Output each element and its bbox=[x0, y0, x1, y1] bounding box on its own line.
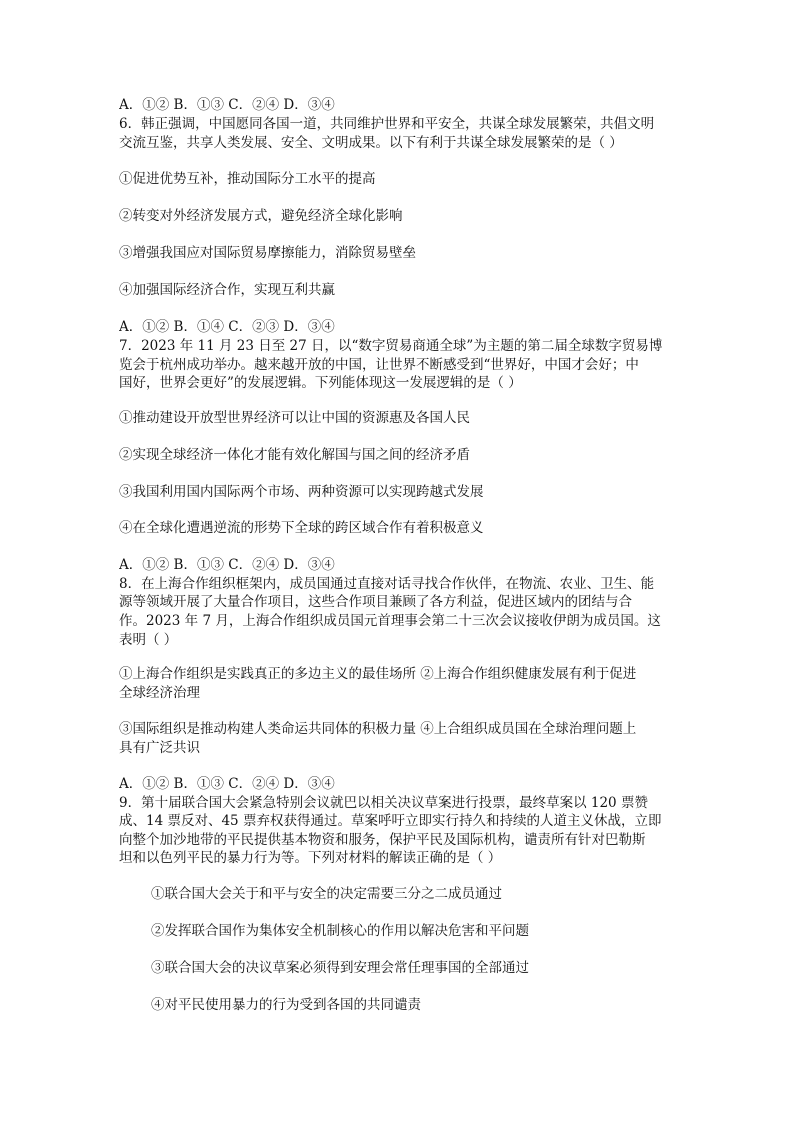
q9-option-2: ②发挥联合国作为集体安全机制核心的作用以解决危害和平问题 bbox=[151, 923, 529, 939]
q5-choices: A．①② B．①③ C．②④ D．③④ bbox=[119, 97, 335, 113]
q7-choices: A．①② B．①③ C．②④ D．③④ bbox=[119, 557, 335, 573]
q9-stem-line-1: 9．第十届联合国大会紧急特别会议就巴以相关决议草案进行投票，最终草案以 120 票赞 bbox=[119, 795, 648, 811]
q9-stem-line-3: 向整个加沙地带的平民提供基本物资和服务，保护平民及国际机构，谴责所有针对巴勒斯 bbox=[119, 832, 646, 848]
q7-option-4: ④在全球化遭遇逆流的形势下全球的跨区域合作有着积极意义 bbox=[119, 520, 484, 536]
q8-options-1-2-line-1: ①上海合作组织是实践真正的多边主义的最佳场所 ②上海合作组织健康发展有利于促进 bbox=[119, 666, 637, 682]
q6-option-1: ①促进优势互补，推动国际分工水平的提高 bbox=[119, 171, 376, 187]
q8-choices: A．①② B．①③ C．②④ D．③④ bbox=[119, 776, 335, 792]
q9-option-1: ①联合国大会关于和平与安全的决定需要三分之二成员通过 bbox=[151, 886, 502, 902]
q8-stem-line-4: 表明（ ） bbox=[119, 632, 178, 648]
q8-stem-line-3: 作。2023 年 7 月，上海合作组织成员国元首理事会第二十三次会议接收伊朗为成员国。这 bbox=[119, 613, 661, 629]
q8-stem-line-1: 8．在上海合作组织框架内，成员国通过直接对话寻找合作伙伴，在物流、农业、卫生、能 bbox=[119, 576, 655, 592]
q9-option-3: ③联合国大会的决议草案必须得到安理会常任理事国的全部通过 bbox=[151, 960, 529, 976]
q6-choices: A．①② B．①④ C．②③ D．③④ bbox=[119, 319, 335, 335]
q7-stem-line-2: 览会于杭州成功举办。越来越开放的中国，让世界不断感受到“世界好，中国才会好；中 bbox=[119, 357, 639, 373]
q7-option-1: ①推动建设开放型世界经济可以让中国的资源惠及各国人民 bbox=[119, 410, 470, 426]
q6-stem-line-2: 交流互鉴，共享人类发展、安全、文明成果。以下有利于共谋全球发展繁荣的是（ ） bbox=[119, 135, 623, 151]
q6-option-2: ②转变对外经济发展方式，避免经济全球化影响 bbox=[119, 208, 403, 224]
q7-option-3: ③我国利用国内国际两个市场、两种资源可以实现跨越式发展 bbox=[119, 484, 484, 500]
q8-options-3-4-line-2: 具有广泛共识 bbox=[119, 740, 200, 756]
q9-stem-line-4: 坦和以色列平民的暴力行为等。下列对材料的解读正确的是（ ） bbox=[119, 850, 502, 866]
q8-stem-line-2: 源等领域开展了大量合作项目，这些合作项目兼顾了各方利益，促进区域内的团结与合 bbox=[119, 594, 632, 610]
q7-stem-line-3: 国好，世界会更好”的发展逻辑。下列能体现这一发展逻辑的是（ ） bbox=[119, 375, 522, 391]
q6-option-3: ③增强我国应对国际贸易摩擦能力，消除贸易壁垒 bbox=[119, 245, 416, 261]
q8-options-1-2-line-2: 全球经济治理 bbox=[119, 685, 200, 701]
q7-option-2: ②实现全球经济一体化才能有效化解国与国之间的经济矛盾 bbox=[119, 447, 470, 463]
q6-option-4: ④加强国际经济合作，实现互利共赢 bbox=[119, 282, 335, 298]
q9-stem-line-2: 成、14 票反对、45 票弃权获得通过。草案呼吁立即实行持久和持续的人道主义休战，立即 bbox=[119, 813, 662, 829]
q6-stem-line-1: 6．韩正强调，中国愿同各国一道，共同维护世界和平安全，共谋全球发展繁荣，共倡文明 bbox=[119, 116, 655, 132]
q7-stem-line-1: 7．2023 年 11 月 23 日至 27 日，以“数字贸易商通全球”为主题的第二届全球数字贸易博 bbox=[119, 338, 663, 354]
q8-options-3-4-line-1: ③国际组织是推动构建人类命运共同体的积极力量 ④上合组织成员国在全球治理问题上 bbox=[119, 721, 637, 737]
q9-option-4: ④对平民使用暴力的行为受到各国的共同谴责 bbox=[151, 997, 421, 1013]
